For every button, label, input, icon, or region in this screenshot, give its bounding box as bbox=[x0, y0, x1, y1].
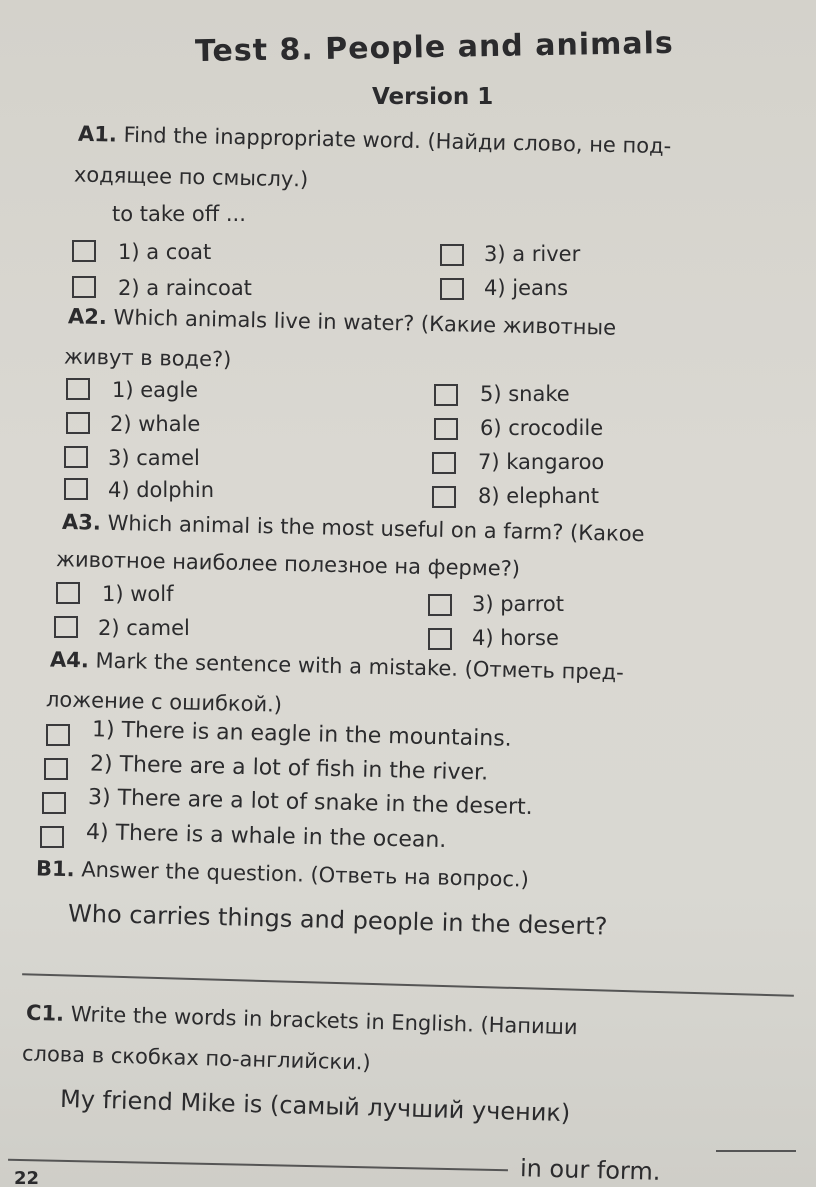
a4-option-3-checkbox[interactable] bbox=[42, 792, 66, 814]
a3-option-2: 2) camel bbox=[98, 616, 190, 640]
a4-option-4: 4) There is a whale in the ocean. bbox=[85, 819, 447, 854]
version-label: Version 1 bbox=[372, 84, 494, 110]
a4-option-1: 1) There is an eagle in the mountains. bbox=[91, 717, 512, 752]
a1-option-4: 4) jeans bbox=[484, 276, 569, 300]
b1-question bbox=[36, 856, 529, 891]
a1-option-3: 3) a river bbox=[484, 242, 581, 266]
a2-option-6-checkbox[interactable] bbox=[434, 418, 458, 440]
a4-number: A4. bbox=[49, 647, 90, 673]
b1-prompt: Who carries things and people in the desert? bbox=[67, 899, 608, 941]
a2-option-4: 4) dolphin bbox=[108, 478, 215, 502]
a2-number: A2. bbox=[67, 304, 108, 330]
a1-number: A1. bbox=[77, 121, 118, 147]
c1-prompt-cont: in our form. bbox=[519, 1154, 661, 1186]
a4-option-1-checkbox[interactable] bbox=[46, 724, 70, 746]
a1-option-3-checkbox[interactable] bbox=[440, 244, 464, 266]
c1-prompt: My friend Mike is (самый лучший ученик) bbox=[59, 1084, 571, 1128]
b1-answer-line[interactable] bbox=[22, 973, 794, 997]
a2-option-4-checkbox[interactable] bbox=[64, 478, 88, 500]
a3-option-3: 3) parrot bbox=[472, 592, 564, 616]
a1-option-2: 2) a raincoat bbox=[118, 276, 252, 300]
a4-option-3: 3) There are a lot of snake in the desert. bbox=[87, 784, 533, 821]
a1-option-2-checkbox[interactable] bbox=[72, 276, 96, 298]
c1-question bbox=[26, 1001, 578, 1039]
a4-option-2-checkbox[interactable] bbox=[44, 758, 68, 780]
a3-option-4: 4) horse bbox=[472, 626, 559, 650]
a2-option-1-checkbox[interactable] bbox=[66, 378, 90, 400]
a4-question-cont: ложение с ошибкой.) bbox=[45, 687, 283, 717]
a1-option-4-checkbox[interactable] bbox=[440, 278, 464, 300]
a2-option-8: 8) elephant bbox=[478, 484, 599, 508]
a3-question-text: Which animal is the most useful on a farm? (Какое bbox=[107, 510, 645, 547]
a1-question-cont: ходящее по смыслу.) bbox=[73, 162, 309, 192]
a2-option-6: 6) crocodile bbox=[480, 416, 604, 440]
a2-option-3-checkbox[interactable] bbox=[64, 446, 88, 468]
a2-option-8-checkbox[interactable] bbox=[432, 486, 456, 508]
a2-option-2-checkbox[interactable] bbox=[66, 412, 90, 434]
a4-option-4-checkbox[interactable] bbox=[40, 826, 64, 848]
a3-question bbox=[62, 510, 645, 546]
a4-option-2: 2) There are a lot of fish in the river. bbox=[89, 751, 489, 786]
a3-number: A3. bbox=[61, 509, 102, 535]
a1-prompt: to take off ... bbox=[112, 202, 246, 226]
b1-question-text: Answer the question. (Ответь на вопрос.) bbox=[81, 857, 530, 892]
a3-option-1: 1) wolf bbox=[102, 582, 174, 606]
page-title: Test 8. People and animals bbox=[194, 25, 675, 70]
c1-number: C1. bbox=[25, 1000, 65, 1026]
a1-option-1: 1) a coat bbox=[118, 240, 212, 264]
a2-question-text: Which animals live in water? (Какие животные bbox=[113, 305, 617, 340]
a1-option-1-checkbox[interactable] bbox=[72, 240, 96, 262]
c1-answer-line-2[interactable] bbox=[8, 1159, 508, 1171]
c1-question-text: Write the words in brackets in English. (Напиши bbox=[70, 1001, 578, 1040]
a3-question-cont: животное наиболее полезное на ферме?) bbox=[55, 547, 521, 581]
a2-option-2: 2) whale bbox=[110, 412, 201, 436]
a1-question-text: Find the inappropriate word. (Найди слово, не под- bbox=[123, 122, 672, 159]
a3-option-2-checkbox[interactable] bbox=[54, 616, 78, 638]
a2-question bbox=[68, 304, 616, 339]
a2-option-7: 7) kangaroo bbox=[478, 450, 605, 474]
a3-option-1-checkbox[interactable] bbox=[56, 582, 80, 604]
b1-number: B1. bbox=[35, 856, 75, 882]
a4-question bbox=[50, 647, 624, 684]
a2-option-3: 3) camel bbox=[108, 446, 200, 470]
a2-option-5-checkbox[interactable] bbox=[434, 384, 458, 406]
a2-option-1: 1) eagle bbox=[112, 378, 199, 402]
a3-option-3-checkbox[interactable] bbox=[428, 594, 452, 616]
page-number: 22 bbox=[14, 1168, 40, 1187]
c1-question-cont: слова в скобках по-английски.) bbox=[21, 1041, 371, 1075]
a2-question-cont: живут в воде?) bbox=[63, 344, 232, 372]
a2-option-7-checkbox[interactable] bbox=[432, 452, 456, 474]
c1-answer-line-1[interactable] bbox=[716, 1150, 796, 1152]
a3-option-4-checkbox[interactable] bbox=[428, 628, 452, 650]
a1-question bbox=[78, 122, 672, 158]
a2-option-5: 5) snake bbox=[480, 382, 570, 406]
a4-question-text: Mark the sentence with a mistake. (Отметь пред- bbox=[95, 648, 624, 685]
